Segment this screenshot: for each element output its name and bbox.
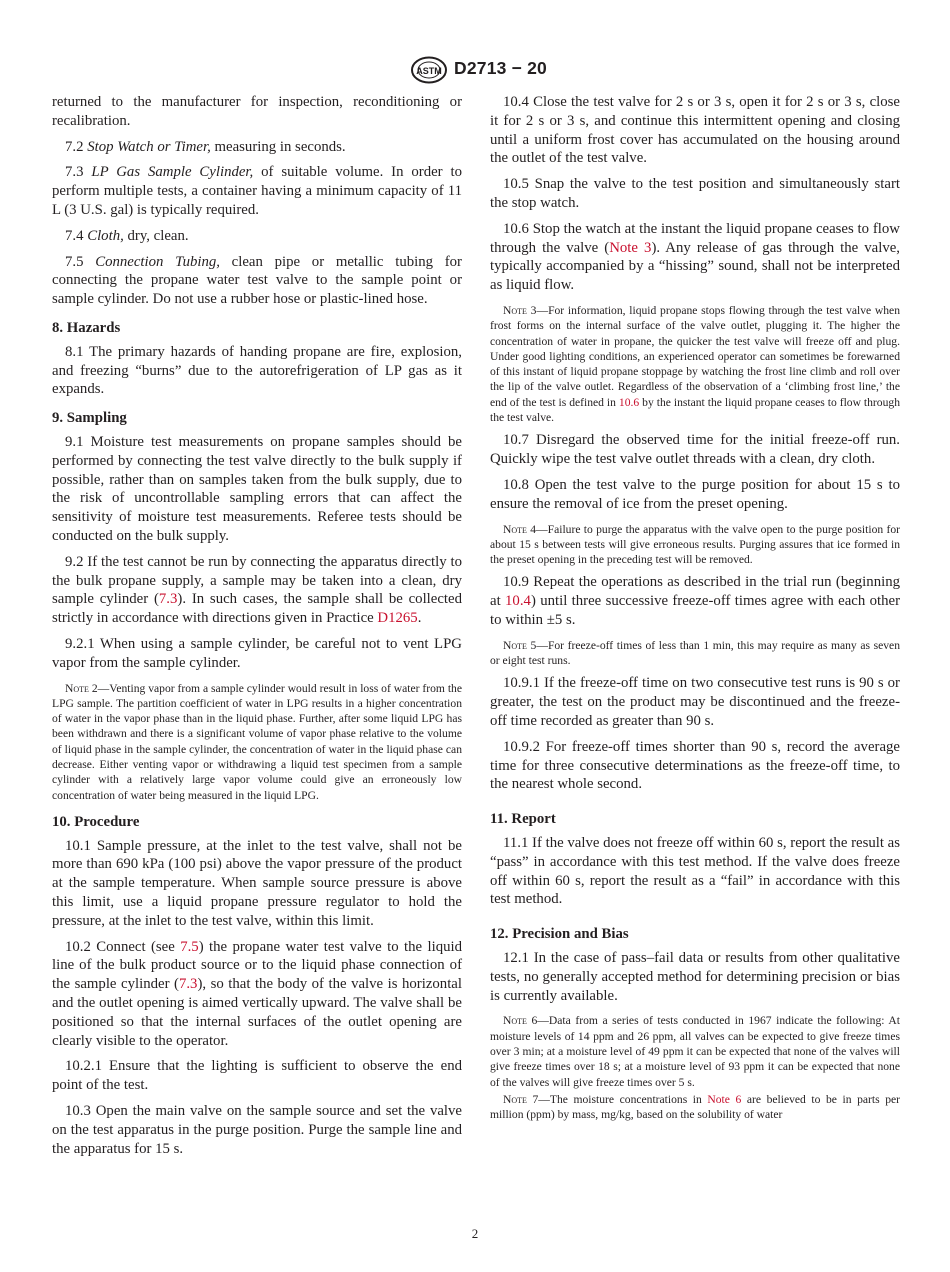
- note-2: Note 2—Venting vapor from a sample cylinder would result in loss of water from the LPG sample. The partition coefficient of water in LPG results in a higher concentration of water in the vapor phase than in the liquid phase. Further, after some liquid LPG has been withdrawn and there is a significant volume of vapor phase relative to the volume of liquid phase in the sample cylinder, the concentration of water in the liquid phase can decrease. Either venting vapor or withdrawing a liquid test specimen from a sample cylinder with a relatively large vapor volume could give an erroneously low concentration of water being measured in the liquid LPG.: [52, 681, 462, 802]
- note-3: Note 3—For information, liquid propane stops flowing through the test valve when frost forms on the internal surface of the valve outlet, plugging it. The higher the concentration of water in propane, the quicker the test valve will freeze off and plug. Under good lighting conditions, an experienced operator can sometimes be forewarned of this instant of liquid propane stoppage by watching the frost line climb and roll over the lip of the valve outlet. Regardless of the observation of a ‘climbing frost line,’ the end of the test is defined in 10.6 by the instant the liquid propane ceases to flow through the test valve.: [490, 303, 901, 425]
- paragraph-9-1: 9.1 Moisture test measurements on propane samples should be performed by connecting the test valve directly to the bulk supply if possible, rather than on samples taken from the bulk supply, due to the risk of uncontrollable sampling errors that can affect the sensitivity of moisture test measurements. Referee tests should be conducted on the bulk supply.: [52, 433, 462, 544]
- link-10-4[interactable]: 10.4: [505, 593, 531, 610]
- page-header: [0, 56, 950, 84]
- link-d1265[interactable]: D1265: [377, 610, 418, 627]
- section-heading-sampling: 9. Sampling: [52, 410, 127, 427]
- section-heading-procedure: 10. Procedure: [52, 813, 140, 830]
- paragraph-7-4: 7.4 Cloth, dry, clean.: [65, 227, 189, 244]
- paragraph-10-5: 10.5 Snap the valve to the test position and simultaneously start the stop watch.: [490, 176, 900, 211]
- paragraph-10-2-1: 10.2.1 Ensure that the lighting is sufficient to observe the end point of the test.: [52, 1058, 462, 1094]
- link-note-6[interactable]: Note 6: [707, 1092, 742, 1106]
- note-5: Note 5—For freeze-off times of less than 1 min, this may require as many as seven or eight test runs.: [490, 638, 900, 668]
- paragraph-10-9: 10.9 Repeat the operations as described in the trial run (beginning at 10.4) until three successive freeze-off times agree with each other to within ±5 s.: [490, 574, 901, 629]
- paragraph-11-1: 11.1 If the valve does not freeze off within 60 s, report the result as “pass” in accordance with this test method. If the valve does freeze off within 60 s, report the result as a “fail” in accordance with this test method.: [490, 834, 900, 908]
- section-heading-precision-bias: 12. Precision and Bias: [490, 926, 629, 943]
- paragraph-10-6: 10.6 Stop the watch at the instant the liquid propane ceases to flow through the valve (Note 3). Any release of gas through the valve, typically accompanied by a “hissing” sound, shall not be interpreted as liquid flow.: [490, 220, 900, 294]
- paragraph-10-2: 10.2 Connect (see 7.5) the propane water test valve to the liquid line of the bulk product source or to the liquid phase connection of the sample cylinder (7.3), so that the body of the valve is horizontal and the outlet opening is aimed vertically upward. The valve shall be positioned so that the internal surfaces of the outlet opening are clearly visible to the operator.: [52, 938, 462, 1049]
- page-number: 2: [471, 1226, 479, 1241]
- paragraph-7-5: 7.5 Connection Tubing, clean pipe or metallic tubing for connecting the propane water test valve to the sample point or sample cylinder. Do not use a rubber hose or plastic-lined hose.: [52, 253, 462, 308]
- paragraph-9-2: 9.2 If the test cannot be run by connecting the apparatus directly to the bulk propane supply, a sample may be taken into a clean, dry sample cylinder (7.3). In such cases, the sample shall be collected strictly in accordance with directions given in Practice D1265.: [52, 553, 463, 627]
- paragraph-10-3: 10.3 Open the main valve on the sample source and set the valve on the test apparatus in the purge position. Purge the sample line and the apparatus for 15 s.: [52, 1103, 462, 1157]
- link-10-6[interactable]: 10.6: [618, 395, 640, 409]
- paragraph-10-9-1: 10.9.1 If the freeze-off time on two consecutive test runs is 90 s or greater, the test on the product may be discontinued and the freeze-off time recorded as greater than 90 s.: [490, 675, 900, 729]
- document-designation: D2713 − 20: [454, 58, 547, 78]
- section-heading-report: 11. Report: [490, 811, 556, 828]
- astm-logo-icon: [410, 56, 448, 84]
- note-6: Note 6—Data from a series of tests conducted in 1967 indicate the following: At moisture levels of 14 ppm and 26 ppm, all valves can be expected to give freeze times over 3 min; at a moisture level of 49 ppm it can be expected that none of the valves will give freeze times over 18 s; at a moisture level of 93 ppm it can be expected that none of the valves will give freeze times over 5 s.: [490, 1014, 900, 1089]
- paragraph-10-7: 10.7 Disregard the observed time for the initial freeze-off run. Quickly wipe the test valve outlet threads with a clean, dry cloth.: [490, 432, 900, 468]
- link-note-3[interactable]: Note 3: [609, 239, 652, 256]
- paragraph-10-9-2: 10.9.2 For freeze-off times shorter than 90 s, record the average time for three consecutive determinations as the freeze-off time, to the nearest whole second.: [490, 738, 900, 793]
- right-column: [490, 93, 900, 1128]
- paragraph-7-2: 7.2 Stop Watch or Timer, measuring in seconds.: [65, 138, 346, 155]
- paragraph-8-1: 8.1 The primary hazards of handing propane are fire, explosion, and freezing “burns” due to the autorefrigeration of LP gas as it expands.: [52, 343, 462, 398]
- paragraph-7-3: 7.3 LP Gas Sample Cylinder, of suitable volume. In order to perform multiple tests, a container having a minimum capacity of 11 L (3 U.S. gal) is typically required.: [52, 164, 462, 218]
- paragraph-10-8: 10.8 Open the test valve to the purge position for about 15 s to ensure the removal of ice from the preset opening.: [490, 476, 900, 512]
- link-7-3[interactable]: 7.3: [158, 591, 178, 608]
- paragraph-10-1: 10.1 Sample pressure, at the inlet to the test valve, shall not be more than 690 kPa (100 psi) above the vapor pressure of the product at the sample temperature. When sample source pressure is above this limit, use a liquid propane pressure regulator to hold the pressure, at the inlet to the test valve, within this limit.: [52, 837, 462, 929]
- paragraph-10-4: 10.4 Close the test valve for 2 s or 3 s, open it for 2 s or 3 s, close it for 2 s or 3 s, and continue this intermittent opening and closing until a uniform frost cover has accumulated on the housing around the outlet of the test valve.: [490, 94, 900, 167]
- left-column: [52, 93, 462, 1165]
- svg-text:ASTM: ASTM: [416, 66, 442, 76]
- paragraph-12-1: 12.1 In the case of pass–fail data or results from other qualitative tests, no generally accepted method for determining precision or bias is currently available.: [490, 949, 900, 1004]
- note-7: Note 7—The moisture concentrations in Note 6 are believed to be in parts per million (ppm) by mass, mg/kg, based on the solubility of water: [490, 1092, 901, 1122]
- section-heading-hazards: 8. Hazards: [52, 319, 121, 336]
- paragraph-continuation: returned to the manufacturer for inspection, reconditioning or recalibration.: [52, 94, 462, 129]
- note-4: Note 4—Failure to purge the apparatus with the valve open to the purge position for about 15 s between tests will give erroneous results. Purging assures that ice formed in the preset opening in the preceding test will be removed.: [490, 522, 901, 567]
- link-7-5[interactable]: 7.5: [180, 938, 199, 955]
- paragraph-9-2-1: 9.2.1 When using a sample cylinder, be careful not to vent LPG vapor from the sample cylinder.: [52, 635, 462, 671]
- link-7-3[interactable]: 7.3: [178, 976, 198, 993]
